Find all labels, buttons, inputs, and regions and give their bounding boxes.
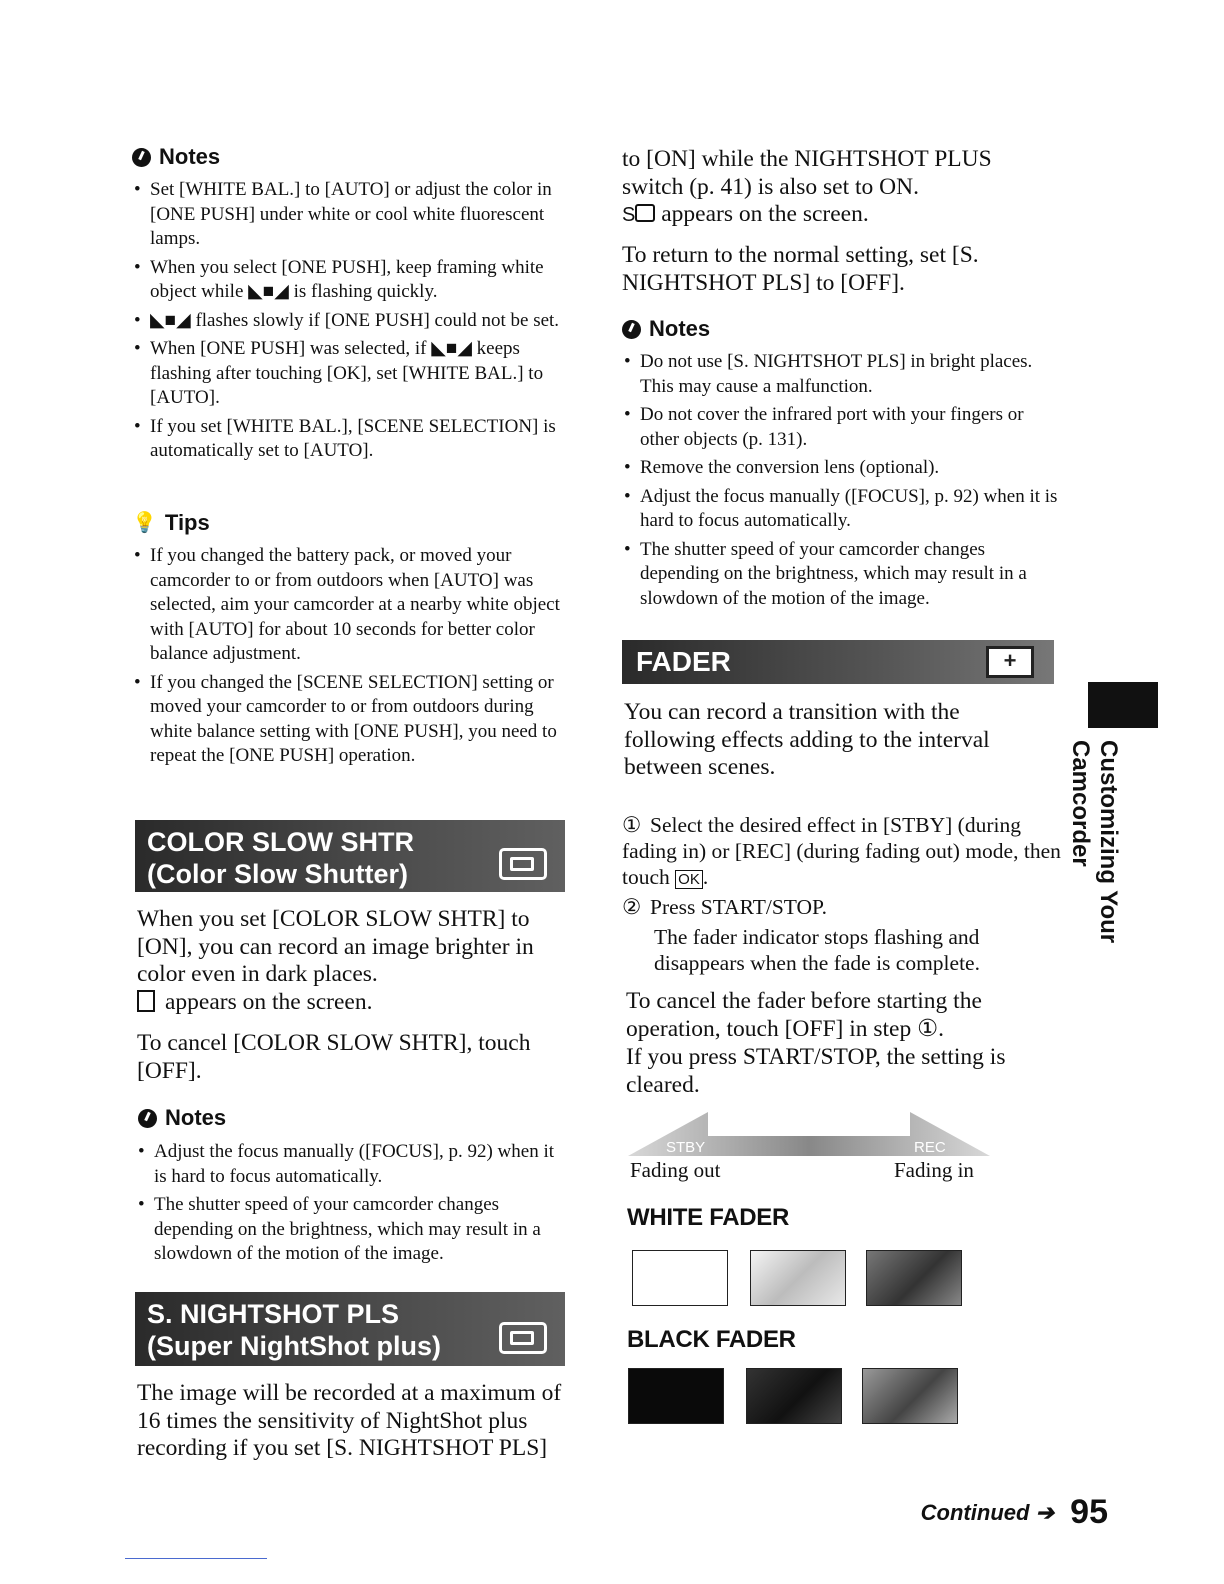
notes-list-color-slow bbox=[134, 1140, 564, 1271]
step-1: ① Select the desired effect in [STBY] (during fading in) or [REC] (during fading out) mode, then touch OK . bbox=[622, 813, 1061, 889]
banner-title: FADER bbox=[636, 646, 731, 677]
list-item: • If you set [WHITE BAL.], [SCENE SELECTION] is automatically set to [AUTO]. bbox=[130, 415, 570, 464]
paragraph-text: to [ON] while the NIGHTSHOT PLUS switch (p. 41) is also set to ON. bbox=[622, 146, 992, 200]
super-nightshot-indicator-icon: S bbox=[622, 204, 655, 226]
rec-label: REC bbox=[914, 1139, 946, 1156]
page-number: 95 bbox=[1070, 1493, 1108, 1531]
white-fader-thumb-3 bbox=[866, 1250, 962, 1306]
color-slow-cancel: To cancel [COLOR SLOW SHTR], touch [OFF]. bbox=[137, 1030, 531, 1084]
continued-text: Continued bbox=[920, 1500, 1030, 1525]
list-item: • Do not use [S. NIGHTSHOT PLS] in bright places. This may cause a malfunction. bbox=[620, 350, 1060, 399]
fader-icon: + bbox=[986, 646, 1034, 678]
list-item: • Set [WHITE BAL.] to [AUTO] or adjust the color in [ONE PUSH] under white or cool white fluorescent lamps. bbox=[130, 178, 570, 252]
notes-list-white-balance bbox=[130, 178, 570, 468]
stby-label: STBY bbox=[666, 1139, 706, 1156]
list-item: • When you select [ONE PUSH], keep framing white object while ◣■◢ is flashing quickly. bbox=[130, 256, 570, 305]
white-fader-heading: WHITE FADER bbox=[627, 1204, 790, 1231]
fader-cleared: If you press START/STOP, the setting is cleared. bbox=[626, 1044, 1006, 1098]
list-item: • Adjust the focus manually ([FOCUS], p. 92) when it is hard to focus automatically. bbox=[620, 485, 1060, 534]
list-item: • Adjust the focus manually ([FOCUS], p. 92) when it is hard to focus automatically. bbox=[134, 1140, 564, 1189]
notes-heading-text: Notes bbox=[165, 1105, 227, 1130]
fading-in-label: Fading in bbox=[894, 1158, 974, 1182]
fader-banner bbox=[622, 640, 1054, 684]
color-slow-indicator-icon bbox=[137, 990, 155, 1012]
color-slow-description bbox=[137, 906, 567, 1016]
tips-list bbox=[130, 544, 570, 773]
chapter-tab-label: Customizing Your Camcorder bbox=[1067, 740, 1122, 944]
camera-mode-icon bbox=[499, 1322, 547, 1354]
notes-heading bbox=[138, 1105, 226, 1131]
step-text: Select the desired effect in [STBY] (during fading in) or [REC] (during fading out) mode, then touch bbox=[622, 813, 1061, 889]
notes-list-nightshot bbox=[620, 350, 1060, 615]
white-fader-thumb-1 bbox=[632, 1250, 728, 1306]
white-fader-thumb-2 bbox=[750, 1250, 846, 1306]
step-text: Press START/STOP. bbox=[650, 895, 827, 919]
fading-out-label: Fading out bbox=[630, 1158, 721, 1182]
color-slow-shutter-banner bbox=[135, 820, 565, 892]
banner-title: COLOR SLOW SHTR bbox=[147, 827, 414, 857]
list-item: • ◣■◢ flashes slowly if [ONE PUSH] could not be set. bbox=[130, 309, 570, 334]
tips-heading-text: Tips bbox=[164, 510, 210, 535]
footer-rule bbox=[125, 1558, 267, 1559]
note-icon bbox=[138, 1109, 157, 1128]
list-item: • When [ONE PUSH] was selected, if ◣■◢ keeps flashing after touching [OK], set [WHITE BAL.] to [AUTO]. bbox=[130, 337, 570, 411]
tips-heading bbox=[132, 510, 210, 536]
paragraph-text: appears on the screen. bbox=[165, 988, 373, 1015]
step-2 bbox=[622, 894, 1062, 976]
camera-mode-icon bbox=[499, 848, 547, 880]
list-item: • The shutter speed of your camcorder changes depending on the brightness, which may result in a slowdown of the motion of the image. bbox=[134, 1193, 564, 1267]
ok-button-icon: OK bbox=[675, 870, 703, 889]
fader-intro: You can record a transition with the following effects adding to the interval between scenes. bbox=[624, 699, 990, 780]
black-fader-heading: BLACK FADER bbox=[627, 1326, 796, 1353]
banner-title: S. NIGHTSHOT PLS bbox=[147, 1299, 400, 1329]
nightshot-description: The image will be recorded at a maximum of 16 times the sensitivity of NightShot plus recording if you set [S. NIGHTSHOT PLS] bbox=[137, 1380, 562, 1461]
black-fader-thumb-2 bbox=[746, 1368, 842, 1424]
list-item: • Remove the conversion lens (optional). bbox=[620, 456, 1060, 481]
banner-subtitle: (Color Slow Shutter) bbox=[147, 859, 408, 889]
chapter-tab-marker bbox=[1088, 682, 1158, 728]
list-item: • The shutter speed of your camcorder changes depending on the brightness, which may result in a slowdown of the motion of the image. bbox=[620, 538, 1060, 612]
notes-heading bbox=[622, 316, 710, 342]
banner-subtitle: (Super NightShot plus) bbox=[147, 1331, 441, 1361]
fade-direction-diagram bbox=[628, 1112, 990, 1160]
nightshot-return: To return to the normal setting, set [S. NIGHTSHOT PLS] to [OFF]. bbox=[622, 242, 979, 296]
step-number: ① bbox=[622, 813, 642, 837]
arrow-right-icon: ➔ bbox=[1035, 1500, 1054, 1525]
step-detail: The fader indicator stops flashing and disappears when the fade is complete. bbox=[654, 925, 980, 975]
lightbulb-icon: 💡 bbox=[132, 512, 157, 534]
nightshot-continued bbox=[622, 146, 1042, 230]
note-icon bbox=[132, 148, 151, 167]
step-number: ② bbox=[622, 895, 642, 919]
notes-heading-text: Notes bbox=[649, 316, 711, 341]
list-item: • If you changed the battery pack, or moved your camcorder to or from outdoors when [AUTO] was selected, aim your camcorder at a nearby white object with [AUTO] for about 10 seconds for better color balance adjustment. bbox=[130, 544, 570, 667]
black-fader-thumb-1 bbox=[628, 1368, 724, 1424]
notes-heading-text: Notes bbox=[159, 144, 221, 169]
paragraph-text: appears on the screen. bbox=[661, 201, 869, 227]
paragraph-text: When you set [COLOR SLOW SHTR] to [ON], you can record an image brighter in color even in dark places. bbox=[137, 906, 534, 987]
fader-cancel: To cancel the fader before starting the operation, touch [OFF] in step ①. bbox=[626, 988, 982, 1042]
notes-heading bbox=[132, 144, 220, 170]
list-item: • If you changed the [SCENE SELECTION] setting or moved your camcorder to or from outdoors during white balance setting with [ONE PUSH], you need to repeat the [ONE PUSH] operation. bbox=[130, 671, 570, 769]
list-item: • Do not cover the infrared port with your fingers or other objects (p. 131). bbox=[620, 403, 1060, 452]
continued-label bbox=[921, 1500, 1054, 1526]
note-icon bbox=[622, 320, 641, 339]
nightshot-banner bbox=[135, 1292, 565, 1366]
black-fader-thumb-3 bbox=[862, 1368, 958, 1424]
